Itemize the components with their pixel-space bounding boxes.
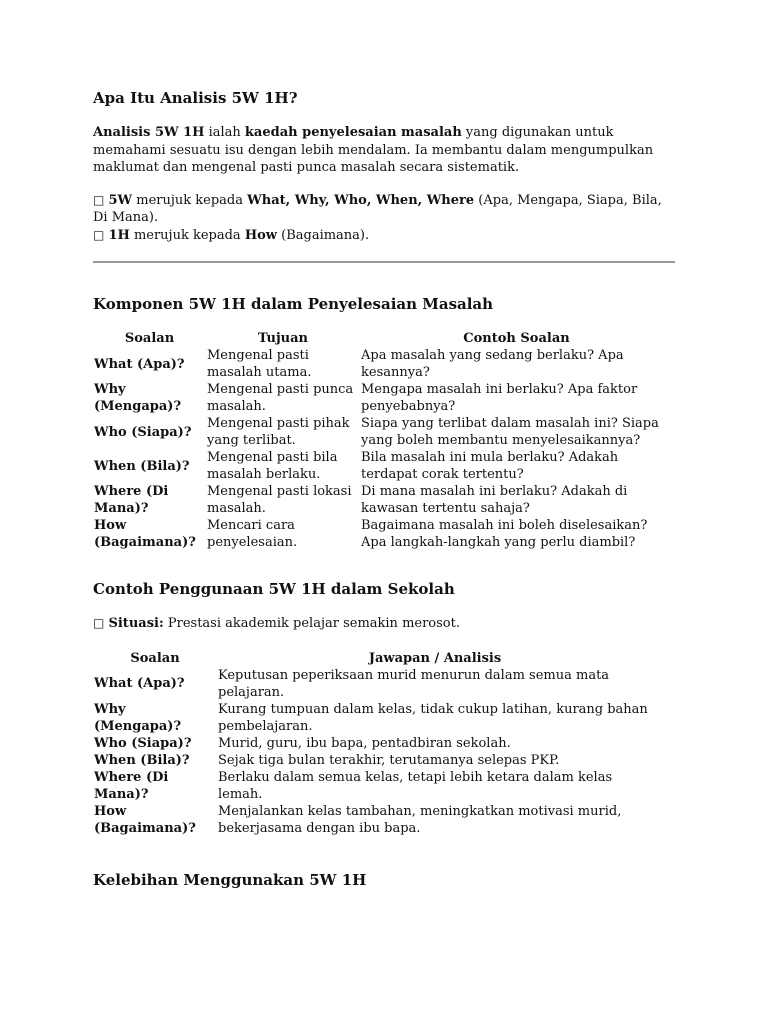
contoh-table: [93, 650, 653, 837]
def-5w-translation: (Apa, Mengapa, Siapa, Bila, Di Mana).: [93, 192, 662, 225]
header-jawapan: Jawapan / Analisis: [368, 650, 502, 666]
cell-jawapan: Keputusan peperiksaan murid menurun dalam semua mata pelajaran.: [218, 667, 610, 700]
table-row: [93, 701, 653, 735]
cell-tujuan: Mengenal pasti lokasi masalah.: [207, 484, 352, 516]
cell-jawapan: Murid, guru, ibu bapa, pentadbiran sekolah.: [218, 735, 511, 751]
table-row: [93, 752, 653, 769]
cell-contoh: Apa masalah yang sedang berlaku? Apa kesannya?: [361, 348, 624, 380]
situation-line: [93, 615, 678, 633]
missing-glyph-icon: □: [93, 227, 105, 242]
cell-contoh: Bila masalah ini mula berlaku? Adakah terdapat corak tertentu?: [361, 450, 619, 482]
def-1h-translation: (Bagaimana).: [276, 227, 370, 243]
def-5w-text: merujuk kepada: [132, 192, 248, 208]
table-row: [93, 803, 653, 837]
horizontal-divider: [93, 261, 675, 263]
def-1h-word: How: [244, 227, 277, 243]
cell-soalan: When (Bila)?: [94, 458, 190, 474]
cell-jawapan: Berlaku dalam semua kelas, tetapi lebih ketara dalam kelas lemah.: [218, 769, 613, 802]
cell-soalan: Why (Mengapa)?: [94, 382, 182, 414]
cell-soalan: When (Bila)?: [94, 752, 190, 768]
intro-text-c: yang digunakan untuk memahami sesuatu isu dengan lebih mendalam. Ia membantu dalam mengumpulkan maklumat dan mengenal pasti punca masalah secara sistematik.: [93, 125, 654, 175]
cell-jawapan: Sejak tiga bulan terakhir, terutamanya selepas PKP.: [218, 752, 560, 768]
cell-soalan: What (Apa)?: [94, 676, 185, 691]
table-row: [93, 769, 653, 803]
def-1h-text: merujuk kepada: [129, 227, 245, 243]
cell-tujuan: Mengenal pasti pihak yang terlibat.: [207, 416, 350, 448]
intro-bold-term: Analisis 5W 1H: [93, 125, 205, 140]
cell-contoh: Siapa yang terlibat dalam masalah ini? Siapa yang boleh membantu menyelesaikannya?: [361, 416, 659, 448]
komponen-table: [93, 330, 673, 551]
def-5w-words: What, Why, Who, When, Where: [247, 192, 475, 208]
cell-soalan: Why (Mengapa)?: [94, 701, 182, 734]
section-title-kelebihan: Kelebihan Menggunakan 5W 1H: [93, 870, 367, 889]
def-5w-term: 5W: [108, 192, 133, 208]
cell-tujuan: Mengenal pasti masalah utama.: [207, 348, 312, 380]
document-page: [93, 88, 678, 890]
definition-5w: [93, 192, 678, 227]
table-header-row: [93, 650, 653, 667]
section-title-komponen: Komponen 5W 1H dalam Penyelesaian Masalah: [93, 295, 494, 313]
situation-text: Prestasi akademik pelajar semakin merosot.: [163, 616, 460, 631]
cell-soalan: Where (Di Mana)?: [94, 769, 169, 802]
table-row: [93, 381, 673, 415]
definition-1h: [93, 227, 678, 245]
table-row: [93, 347, 673, 381]
cell-contoh: Di mana masalah ini berlaku? Adakah di kawasan tertentu sahaja?: [361, 484, 628, 516]
intro-bold-b: kaedah penyelesaian masalah: [244, 125, 462, 140]
cell-tujuan: Mencari cara penyelesaian.: [207, 518, 298, 550]
header-soalan: Soalan: [130, 650, 180, 666]
cell-soalan: How (Bagaimana)?: [94, 803, 196, 836]
cell-jawapan: Kurang tumpuan dalam kelas, tidak cukup latihan, kurang bahan pembelajaran.: [218, 701, 648, 734]
cell-jawapan: Menjalankan kelas tambahan, meningkatkan motivasi murid, bekerjasama dengan ibu bapa.: [218, 803, 622, 836]
table-row: [93, 415, 673, 449]
header-contoh-soalan: Contoh Soalan: [463, 331, 570, 346]
table-row: [93, 449, 673, 483]
situation-label: Situasi:: [108, 616, 164, 631]
intro-text-a: ialah: [204, 125, 245, 140]
cell-tujuan: Mengenal pasti punca masalah.: [207, 382, 354, 414]
missing-glyph-icon: □: [93, 192, 105, 207]
table-row: [93, 517, 673, 551]
cell-soalan: Who (Siapa)?: [94, 424, 192, 440]
table-header-row: [93, 330, 673, 347]
cell-soalan: What (Apa)?: [94, 356, 185, 372]
section-title-contoh-penggunaan: Contoh Penggunaan 5W 1H dalam Sekolah: [93, 580, 455, 598]
header-tujuan: Tujuan: [258, 331, 308, 346]
cell-soalan: Who (Siapa)?: [94, 735, 192, 751]
missing-glyph-icon: □: [93, 616, 105, 630]
table-row: [93, 483, 673, 517]
cell-contoh: Bagaimana masalah ini boleh diselesaikan? Apa langkah-langkah yang perlu diambil?: [361, 518, 648, 550]
header-soalan: Soalan: [124, 331, 175, 346]
cell-contoh: Mengapa masalah ini berlaku? Apa faktor penyebabnya?: [361, 382, 638, 414]
table-row: [93, 735, 653, 752]
cell-tujuan: Mengenal pasti bila masalah berlaku.: [207, 450, 338, 482]
table-row: [93, 667, 653, 701]
def-1h-term: 1H: [108, 227, 130, 243]
intro-paragraph: [93, 124, 678, 177]
cell-soalan: How (Bagaimana)?: [94, 518, 196, 550]
cell-soalan: Where (Di Mana)?: [94, 484, 169, 516]
section-title-apa-itu: Apa Itu Analisis 5W 1H?: [93, 89, 298, 107]
